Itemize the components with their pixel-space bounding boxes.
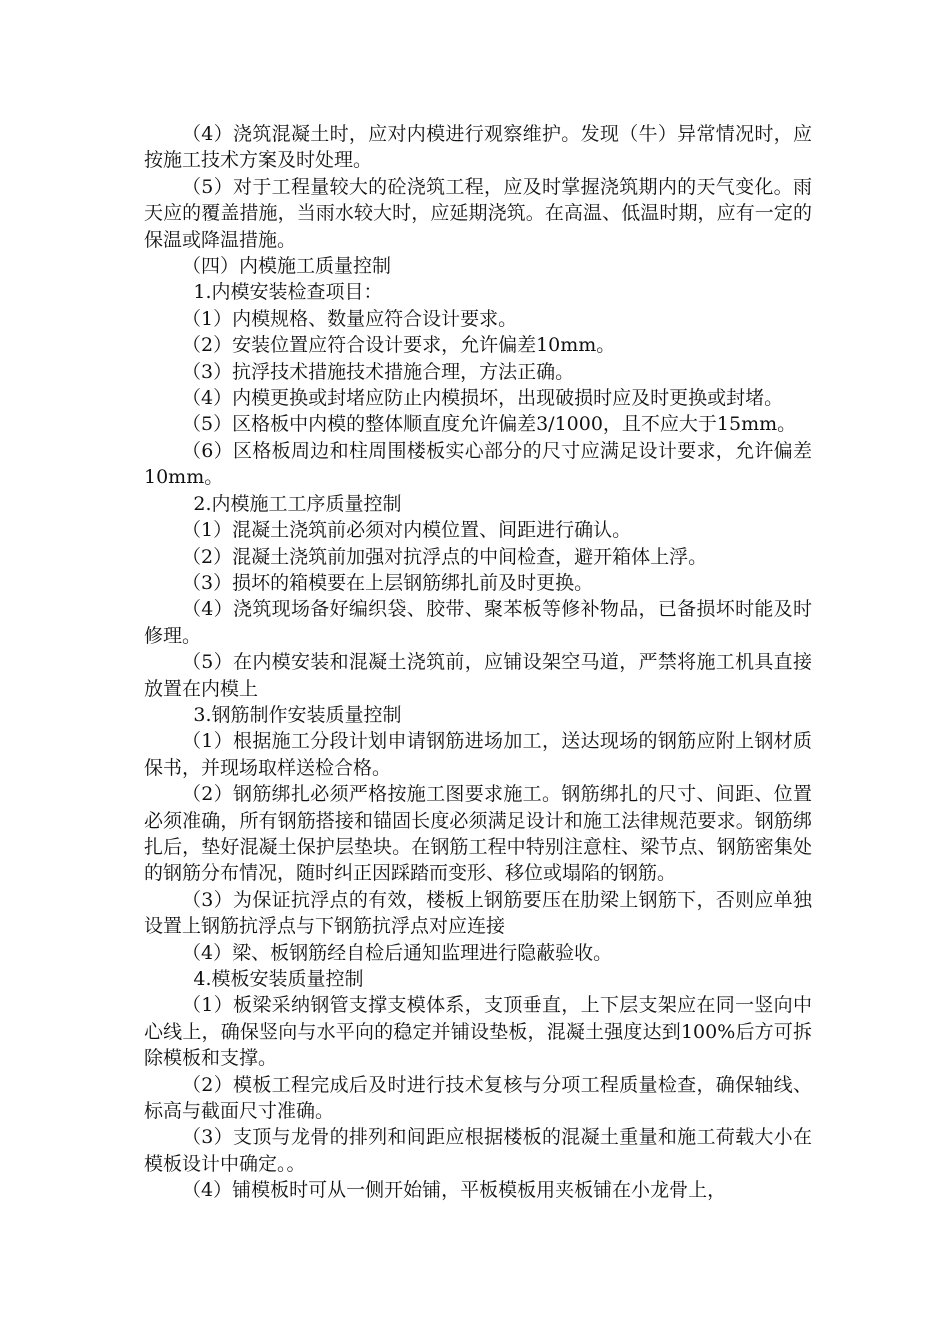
paragraph: （5）区格板中内模的整体顺直度允许偏差3/1000，且不应大于15mm。 [182,413,797,436]
subsection-heading: 2.内模施工工序质量控制 [193,492,402,515]
paragraph: （2）钢筋绑扎必须严格按施工图要求施工。钢筋绑扎的尺寸、间距、位置必须准确，所有钢筋搭接和锚固长度必须满足设计和施工法律规范要求。钢筋绑扎后，垫好混凝土保护层垫块。在钢筋工程中特别注意柱、梁节点、钢筋密集处的钢筋分布情况，随时纠正因踩踏而变形、移位或塌陷的钢筋。 [144,783,812,885]
paragraph: （1）内模规格、数量应符合设计要求。 [182,307,518,330]
paragraph: （4）内模更换或封堵应防止内模损坏，出现破损时应及时更换或封堵。 [182,387,784,410]
paragraph: （3）支顶与龙骨的排列和间距应根据楼板的混凝土重量和施工荷载大小在模板设计中确定。。 [144,1126,812,1175]
paragraph: （4）梁、板钢筋经自检后通知监理进行隐蔽验收。 [182,941,613,964]
paragraph: （3）抗浮技术措施技术措施合理，方法正确。 [182,360,575,383]
section-heading: （四）内模施工质量控制 [182,255,392,278]
paragraph: （3）损坏的箱模要在上层钢筋绑扎前及时更换。 [182,571,594,594]
paragraph: （2）混凝土浇筑前加强对抗浮点的中间检查，避开箱体上浮。 [182,545,708,568]
paragraph: （4）浇筑现场备好编织袋、胶带、聚苯板等修补物品，已备损坏时能及时修理。 [144,598,812,647]
document-body [144,121,812,1204]
paragraph: （5）在内模安装和混凝土浇筑前，应铺设架空马道，严禁将施工机具直接放置在内模上 [144,651,812,700]
paragraph: （1）板梁采纳钢管支撑支模体系，支顶垂直，上下层支架应在同一竖向中心线上，确保竖向与水平向的稳定并铺设垫板，混凝土强度达到100%后方可拆除模板和支撑。 [144,994,812,1070]
paragraph: （1）根据施工分段计划申请钢筋进场加工，送达现场的钢筋应附上钢材质保书，并现场取样送检合格。 [144,730,812,779]
paragraph: （3）为保证抗浮点的有效，楼板上钢筋要压在肋梁上钢筋下，否则应单独设置上钢筋抗浮点与下钢筋抗浮点对应连接 [144,888,812,938]
paragraph: （2）模板工程完成后及时进行技术复核与分项工程质量检查，确保轴线、标高与截面尺寸准确。 [144,1073,812,1123]
subsection-heading: 1.内模安装检查项目： [193,281,383,304]
paragraph: （5）对于工程量较大的砼浇筑工程，应及时掌握浇筑期内的天气变化。雨天应的覆盖措施，当雨水较大时，应延期浇筑。在高温、低温时期，应有一定的保温或降温措施。 [144,175,812,251]
paragraph: （6）区格板周边和柱周围楼板实心部分的尺寸应满足设计要求，允许偏差10mm。 [144,439,812,489]
paragraph: （4）铺模板时可从一侧开始铺，平板模板用夹板铺在小龙骨上， [182,1179,727,1202]
paragraph: （1）混凝土浇筑前必须对内模位置、间距进行确认。 [182,519,632,542]
subsection-heading: 4.模板安装质量控制 [193,968,364,990]
subsection-heading: 3.钢筋制作安装质量控制 [193,703,402,726]
paragraph: （4）浇筑混凝土时，应对内模进行观察维护。发现（牛）异常情况时，应按施工技术方案及时处理。 [144,123,812,172]
paragraph: （2）安装位置应符合设计要求，允许偏差10mm。 [182,334,616,357]
